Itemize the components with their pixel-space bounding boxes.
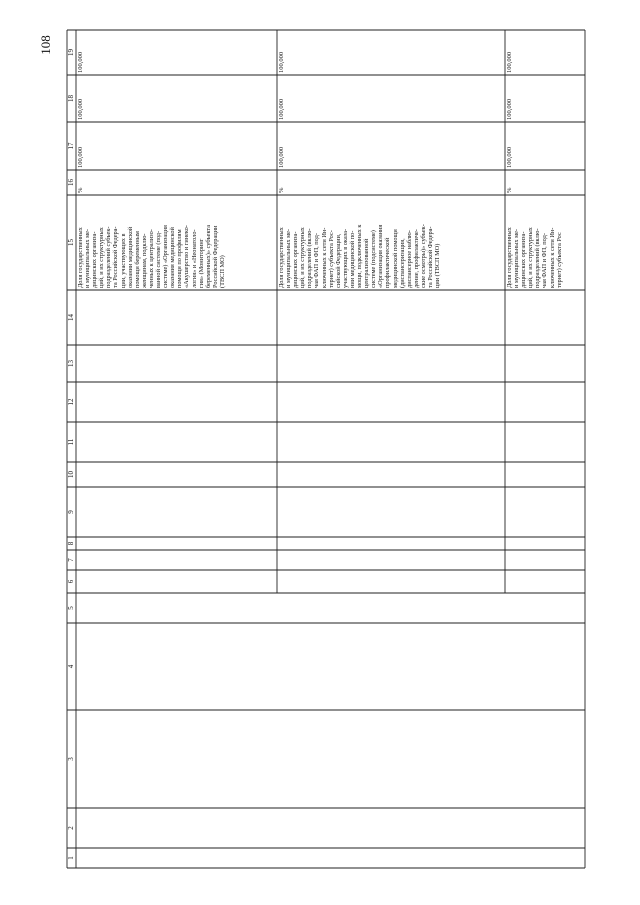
column-number-4 <box>67 623 76 710</box>
indicator-line: Доля государственных <box>506 227 513 288</box>
column-number-label: 16 <box>67 179 75 186</box>
numeric-value: 100,000 <box>506 51 513 73</box>
indicator-description <box>277 195 505 290</box>
indicator-line: логия» и «Неонатоло- <box>190 229 198 288</box>
indicator-line: та Российской Федера- <box>112 226 120 288</box>
column-number-3 <box>67 710 76 808</box>
indicator-line: ций, и их структурных <box>98 227 106 288</box>
indicator-line: ключенных к сети Ин- <box>548 227 556 288</box>
indicator-line: тернет) субъекта Рос <box>555 232 563 288</box>
column-number-13 <box>67 345 76 382</box>
indicator-line: мощи, подключенных к <box>356 224 364 288</box>
indicator-line: (диспансеризация, <box>398 238 406 288</box>
indicator-line: помощи по профилям <box>176 229 184 288</box>
numeric-value: 100,000 <box>506 146 513 168</box>
column-number-label: 17 <box>67 142 75 150</box>
column-number-label: 6 <box>67 579 75 584</box>
indicator-line: и муниципальных ме- <box>84 229 92 288</box>
indicator-line: ключенных к сети Ин- <box>320 227 328 288</box>
indicator-line: дицинских организа- <box>91 231 99 288</box>
indicator-line: ций, и их структурных <box>527 227 535 288</box>
indicator-line: гия» (Мониторинг <box>197 238 205 288</box>
indicator-line: тернет) субъекта Рос- <box>327 230 335 288</box>
indicator-line: «Акушерство и гинеко- <box>183 225 191 288</box>
column-number-18 <box>67 75 76 122</box>
unit-cell <box>76 170 277 195</box>
numeric-value: 100,000 <box>77 51 84 73</box>
column-number-1 <box>67 848 76 868</box>
indicator-line: (ТВСП МО) <box>218 255 226 288</box>
indicator-line: Доля государственных <box>77 227 84 288</box>
column-number-14 <box>67 290 76 345</box>
column-number-label: 5 <box>67 606 75 610</box>
indicator-line: и муниципальных ме- <box>513 229 521 288</box>
value-cell-17 <box>277 122 505 170</box>
indicator-line: подразделений (вклю- <box>534 228 542 288</box>
indicator-line: и муниципальных ме- <box>285 229 293 288</box>
indicator-line: ченных к централизо- <box>147 229 155 288</box>
value-cell-18 <box>76 75 277 122</box>
column-number-10 <box>67 462 76 487</box>
column-number-label: 7 <box>67 558 75 562</box>
column-number-19 <box>67 30 76 75</box>
value-cell-17 <box>505 122 585 170</box>
numeric-value: 100,000 <box>77 98 84 120</box>
column-number-label: 19 <box>67 49 75 56</box>
value-cell-18 <box>277 75 505 122</box>
indicator-line: профилактической <box>384 237 392 288</box>
unit-value: % <box>77 187 84 193</box>
numeric-value: 100,000 <box>278 146 285 168</box>
column-number-label: 14 <box>67 314 75 321</box>
column-number-label: 13 <box>67 360 75 367</box>
column-number-11 <box>67 422 76 462</box>
column-number-7 <box>67 550 76 570</box>
column-number-label: 12 <box>67 398 75 406</box>
indicator-line: ции (ТВСП МО) <box>434 243 442 288</box>
column-number-label: 1 <box>67 856 75 860</box>
indicator-line: нии медицинской по- <box>348 230 356 288</box>
numeric-value: 100,000 <box>77 146 84 168</box>
column-number-label: 3 <box>67 757 75 761</box>
column-number-label: 4 <box>67 664 75 669</box>
indicator-line: чая ФАП и ФП, под- <box>541 233 549 288</box>
indicator-line: ванной системе (под- <box>155 230 163 288</box>
indicator-line: чая ФАП и ФП, под- <box>313 233 321 288</box>
column-number-2 <box>67 808 76 848</box>
indicator-line: сийской Федерации, <box>334 233 342 288</box>
indicator-line: ций, и их структурных <box>299 227 307 288</box>
unit-cell <box>505 170 585 195</box>
indicator-line: дение, профилактиче- <box>412 229 420 288</box>
indicator-line: помощи беременным <box>133 231 141 288</box>
indicator-line: подразделений субъек- <box>105 226 113 288</box>
numeric-value: 100,000 <box>278 51 285 73</box>
indicator-line: Доля государственных <box>278 227 285 288</box>
column-number-17 <box>67 122 76 170</box>
indicator-line: оказания медицинской <box>169 227 177 288</box>
column-number-9 <box>67 487 76 537</box>
page-number: 108 <box>38 35 53 55</box>
column-number-label: 11 <box>67 438 75 446</box>
column-number-15 <box>67 195 76 290</box>
column-number-label: 2 <box>67 826 75 830</box>
value-cell-19 <box>76 30 277 75</box>
column-number-label: 10 <box>67 471 75 478</box>
indicator-line: та Российской Федера- <box>426 226 434 288</box>
indicator-line: дицинских организа- <box>292 231 300 288</box>
column-number-label: 15 <box>67 239 75 246</box>
numeric-value: 100,000 <box>278 98 285 120</box>
numeric-value: 100,000 <box>506 98 513 120</box>
column-number-16 <box>67 170 76 195</box>
value-cell-18 <box>505 75 585 122</box>
indicator-line: оказании медицинской <box>126 226 134 288</box>
indicator-line: беременных)» субъекта <box>204 224 212 288</box>
indicator-line: диспансерное наблю- <box>405 230 413 288</box>
column-number-12 <box>67 382 76 422</box>
unit-cell <box>277 170 505 195</box>
indicator-line: системе) «Организация <box>162 225 170 288</box>
indicator-line: дицинских организа- <box>520 231 528 288</box>
indicator-line: системе (подсистеме) <box>370 230 378 288</box>
indicator-description <box>505 195 585 290</box>
indicator-line: «Организация оказания <box>377 224 385 288</box>
column-number-6 <box>67 570 76 593</box>
value-cell-17 <box>76 122 277 170</box>
column-number-label: 9 <box>67 510 75 514</box>
unit-value: % <box>278 187 285 193</box>
column-number-5 <box>67 593 76 623</box>
indicator-line: женщинам, подклю- <box>140 233 148 288</box>
indicator-description <box>76 195 277 290</box>
column-number-label: 8 <box>67 541 75 546</box>
indicator-line: Российской Федерации <box>211 225 219 288</box>
indicator-line: подразделений (вклю- <box>306 228 314 288</box>
unit-value: % <box>506 187 513 193</box>
indicator-line: ские осмотры)» субъек- <box>419 224 427 288</box>
column-number-label: 18 <box>67 95 75 102</box>
column-number-8 <box>67 537 76 550</box>
value-cell-19 <box>505 30 585 75</box>
indicator-line: медицинской помощи <box>391 229 399 288</box>
indicator-line: участвующих в оказа- <box>341 228 349 288</box>
indicator-line: централизованной <box>363 238 371 288</box>
value-cell-19 <box>277 30 505 75</box>
indicator-line: ции, участвующих в <box>119 233 127 288</box>
